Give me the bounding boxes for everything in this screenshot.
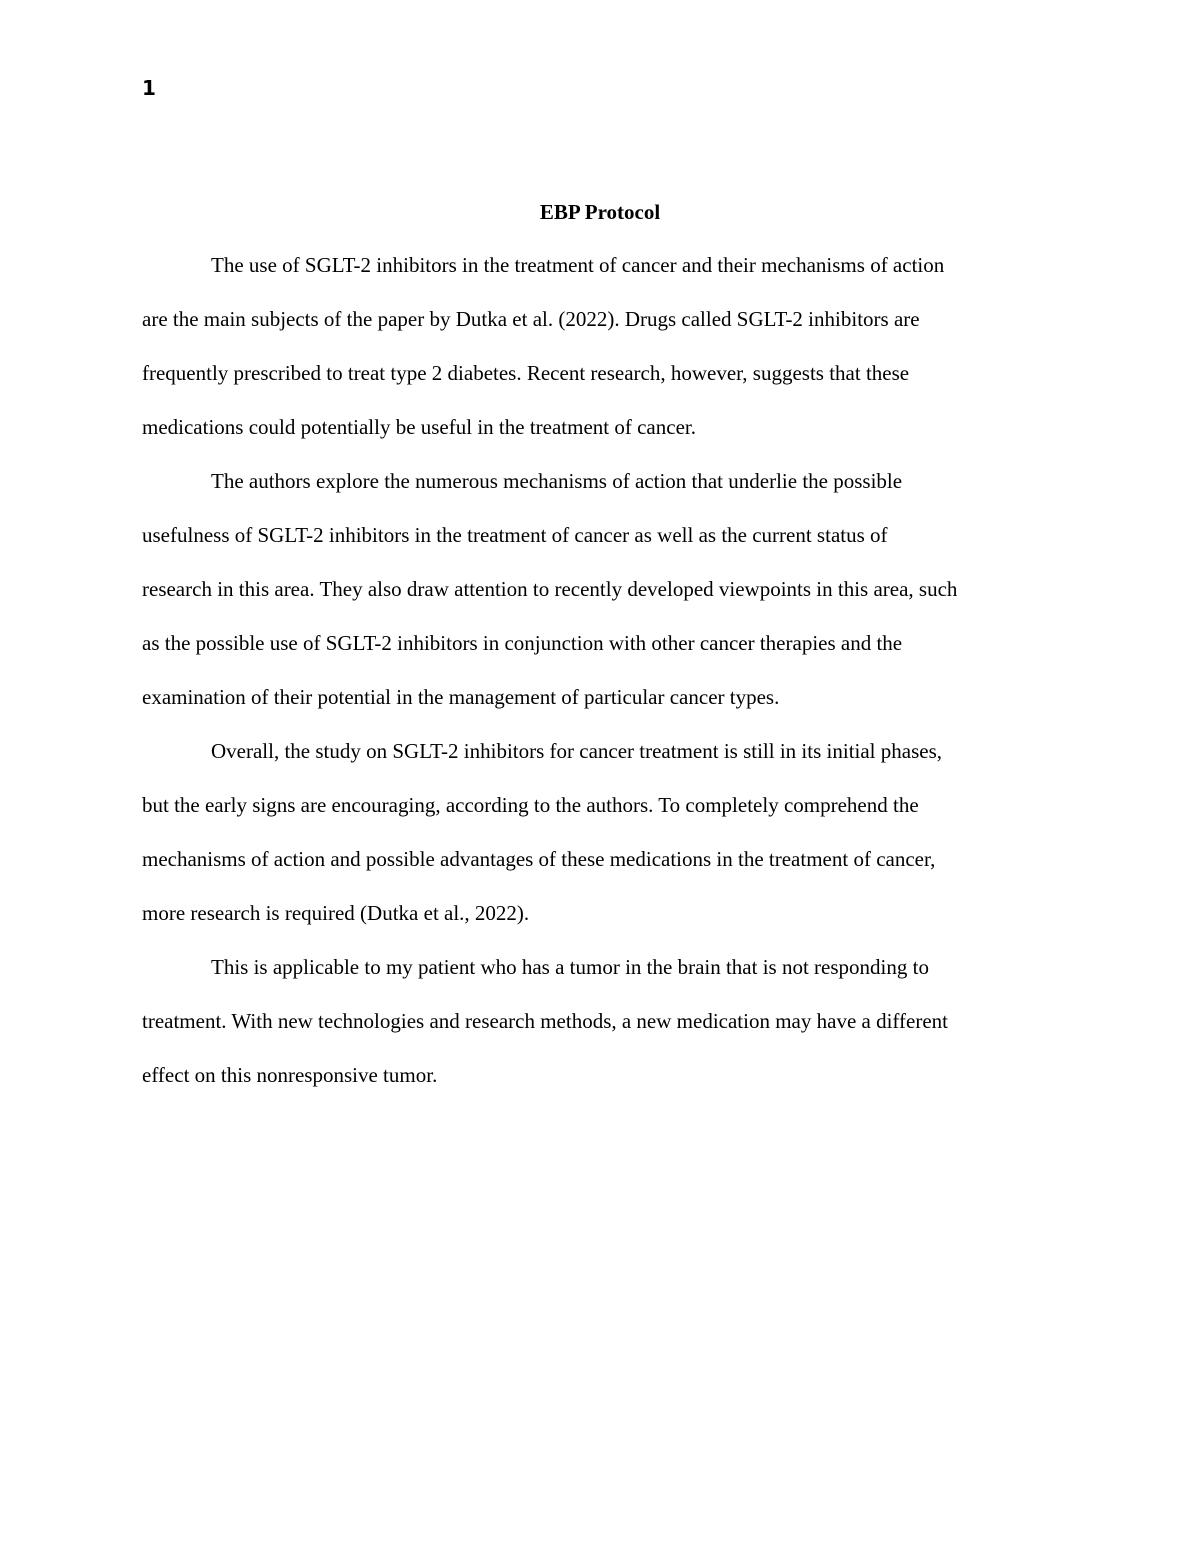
paragraph-3 bbox=[142, 724, 1072, 940]
document-body bbox=[142, 238, 1072, 1102]
paragraph-line: The authors explore the numerous mechanisms of action that underlie the possible bbox=[211, 469, 903, 493]
paragraph-line: mechanisms of action and possible advantages of these medications in the treatment of cancer, bbox=[142, 847, 936, 871]
paragraph-line: but the early signs are encouraging, according to the authors. To completely comprehend the bbox=[142, 793, 919, 817]
document-title: EBP Protocol bbox=[539, 200, 661, 224]
paragraph-line: This is applicable to my patient who has a tumor in the brain that is not responding to bbox=[211, 955, 929, 979]
page-number: 1 bbox=[142, 76, 156, 100]
paragraph-2 bbox=[142, 454, 1072, 724]
paragraph-line: treatment. With new technologies and research methods, a new medication may have a different bbox=[142, 1009, 948, 1033]
paragraph-line: Overall, the study on SGLT-2 inhibitors for cancer treatment is still in its initial phases, bbox=[211, 739, 943, 763]
paragraph-line: examination of their potential in the management of particular cancer types. bbox=[142, 685, 780, 709]
paragraph-line: more research is required (Dutka et al., 2022). bbox=[142, 901, 530, 925]
paragraph-line: as the possible use of SGLT-2 inhibitors in conjunction with other cancer therapies and the bbox=[142, 631, 903, 655]
paragraph-line: research in this area. They also draw attention to recently developed viewpoints in this area, such bbox=[142, 577, 958, 601]
paragraph-1 bbox=[142, 238, 1072, 454]
paragraph-line: usefulness of SGLT-2 inhibitors in the treatment of cancer as well as the current status of bbox=[142, 523, 888, 547]
paragraph-line: The use of SGLT-2 inhibitors in the treatment of cancer and their mechanisms of action bbox=[211, 253, 945, 277]
paragraph-line: frequently prescribed to treat type 2 diabetes. Recent research, however, suggests that these bbox=[142, 361, 910, 385]
paragraph-line: are the main subjects of the paper by Dutka et al. (2022). Drugs called SGLT-2 inhibitors are bbox=[142, 307, 920, 331]
paragraph-4 bbox=[142, 940, 1072, 1102]
paragraph-line: medications could potentially be useful in the treatment of cancer. bbox=[142, 415, 696, 439]
paragraph-line: effect on this nonresponsive tumor. bbox=[142, 1063, 438, 1087]
